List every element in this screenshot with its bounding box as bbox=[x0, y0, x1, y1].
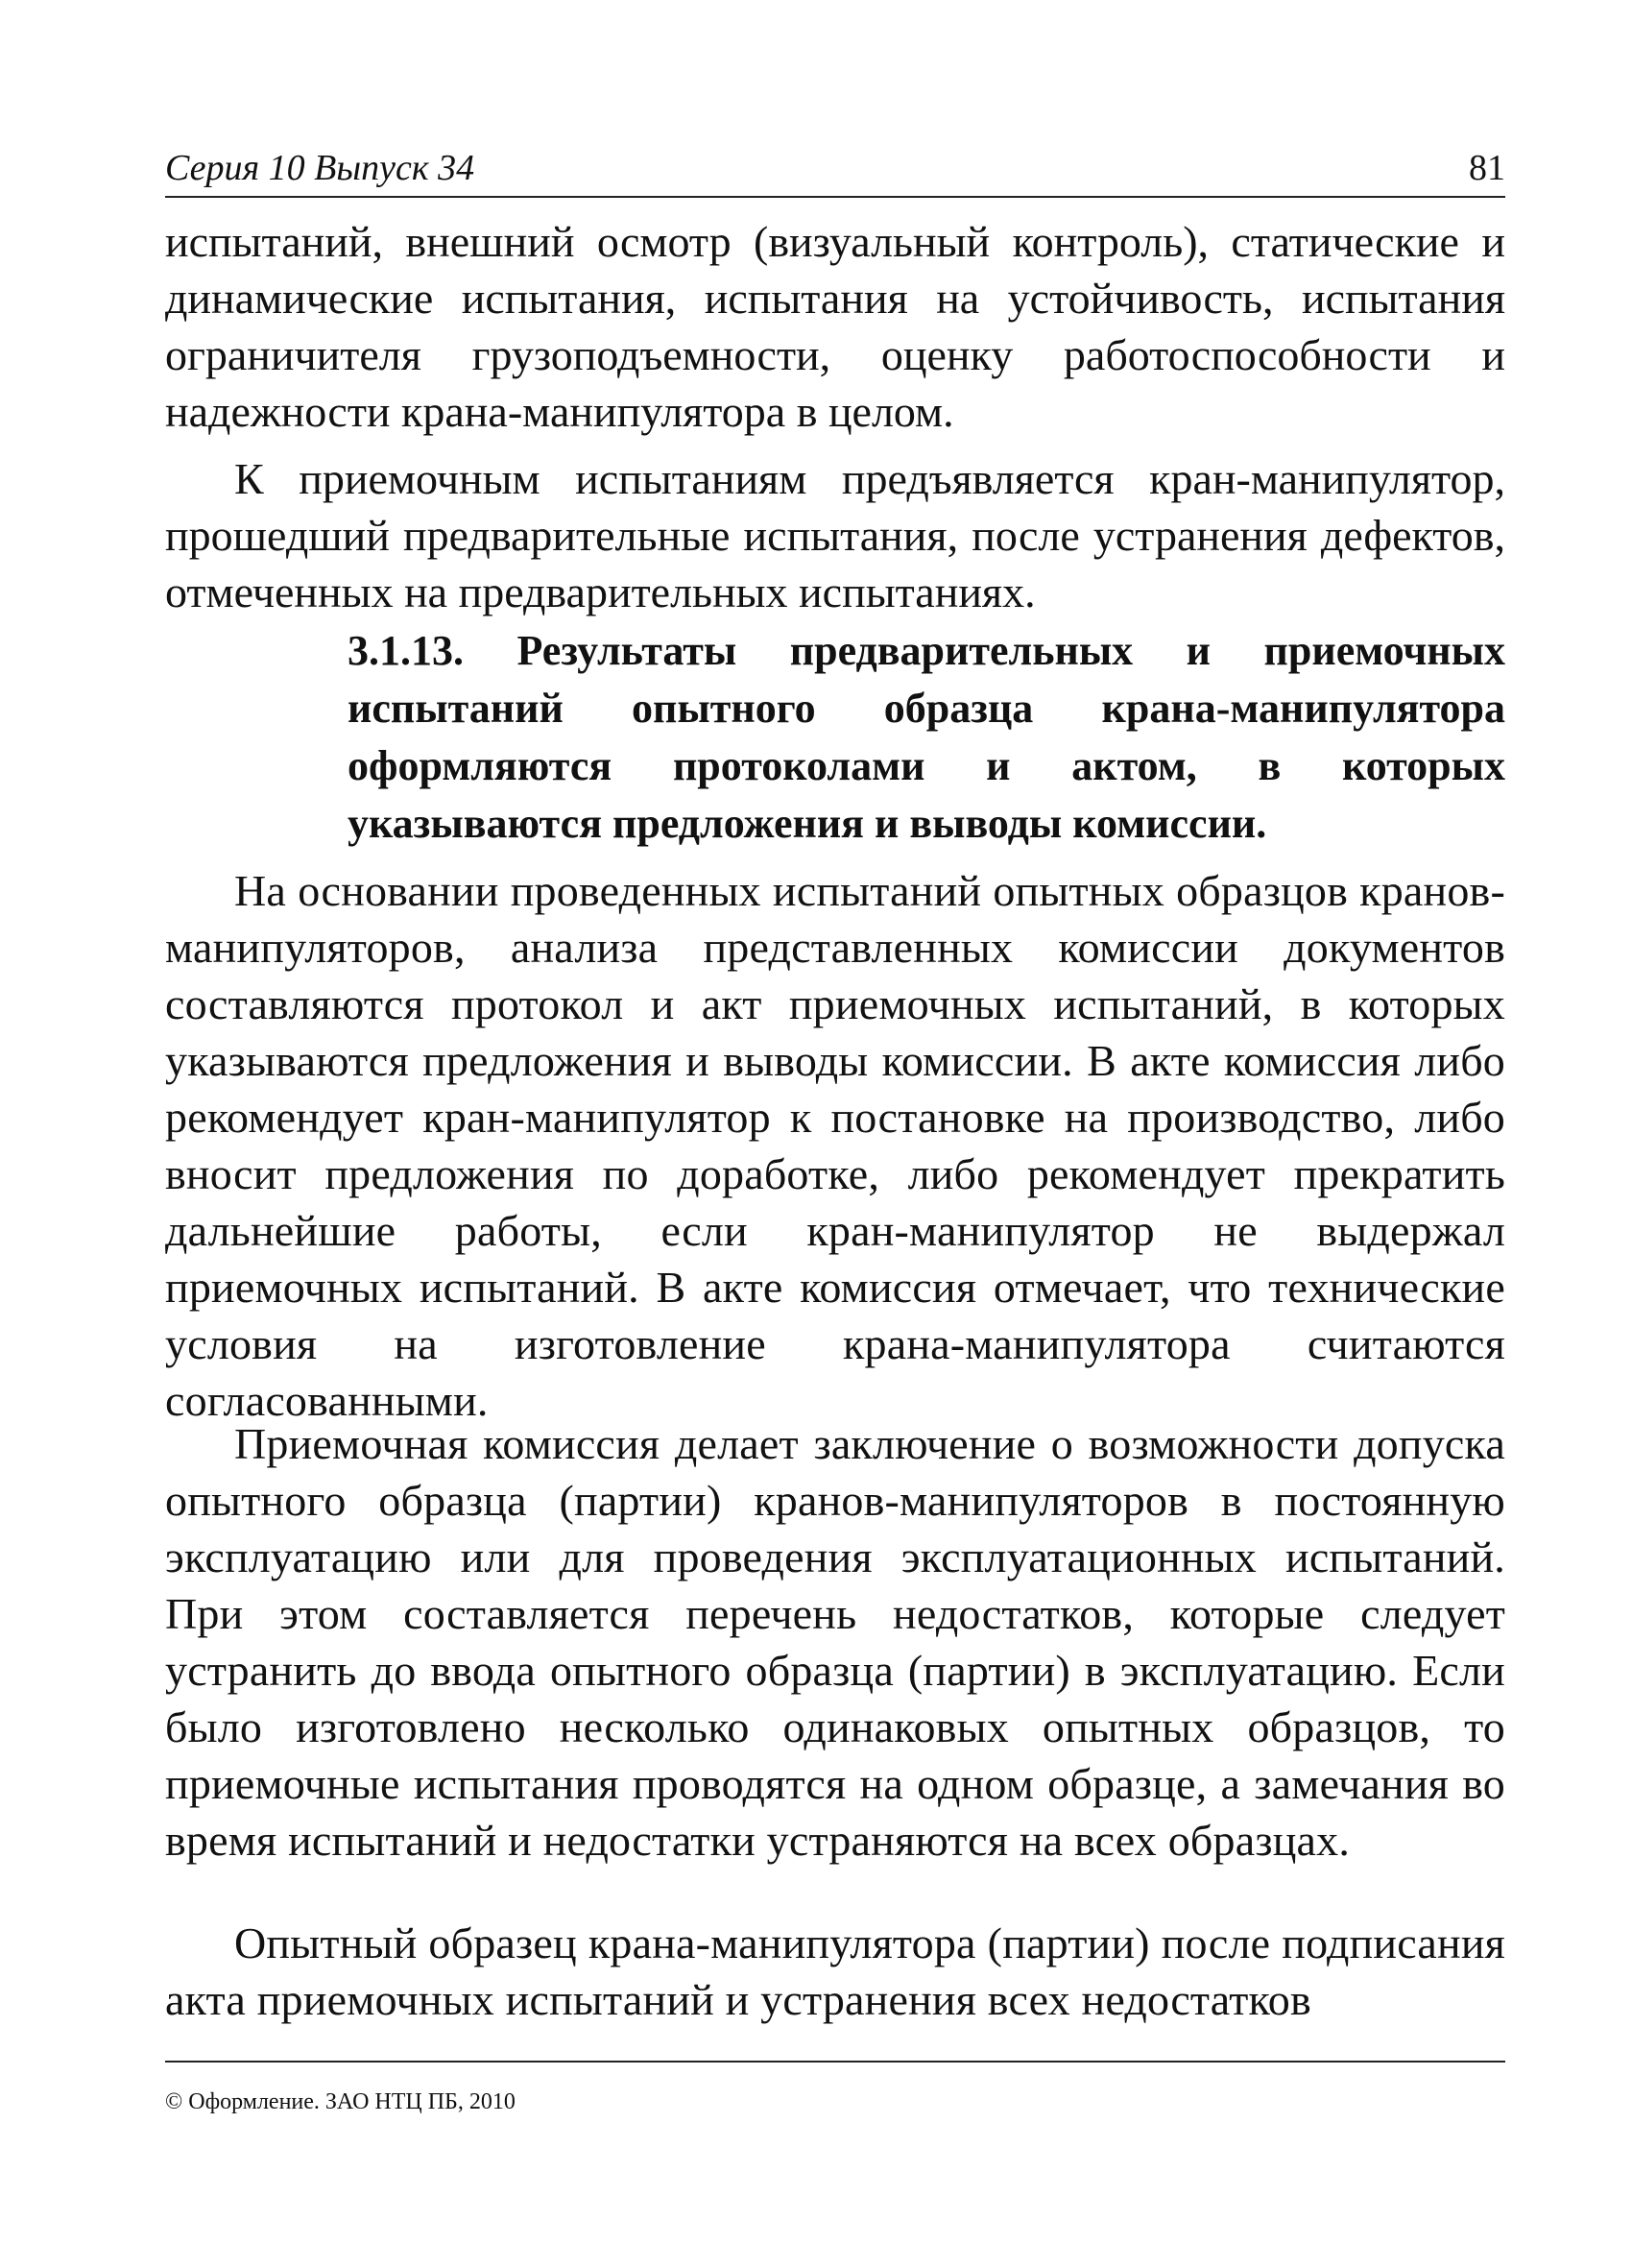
running-header bbox=[165, 144, 1505, 202]
paragraph-protocol-and-act: На основании проведенных испытаний опытных образцов кранов-манипуляторов, анализа представленных комиссии документов составляются протокол и акт приемочных испытаний, в которых указываются предложения и выводы комиссии. В акте комиссия либо рекомендует кран-манипулятор к постановке на производство, либо вносит предложения по доработке, либо рекомендует прекратить дальнейшие работы, если кран-манипулятор не выдержал приемочных испытаний. В акте комиссия отмечает, что технические условия на изготовление крана-манипулятора считаются согласованными. bbox=[165, 866, 1505, 1425]
footer-rule bbox=[165, 2061, 1505, 2063]
paragraph-commission-conclusion: Приемочная комиссия делает заключение о возможности допуска опытного образца (партии) кранов-манипуляторов в постоянную эксплуатацию или для проведения эксплуатационных испытаний. При этом составляется перечень недостатков, которые следует устранить до ввода опытного образца (партии) в эксплуатацию. Если было изготовлено несколько одинаковых опытных образцов, то приемочные испытания проводятся на одном образце, а замечания во время испытаний и недостатки устраняются на всех образцах. bbox=[165, 1419, 1505, 1865]
copyright-footer: © Оформление. ЗАО НТЦ ПБ, 2010 bbox=[165, 2089, 516, 2114]
paragraph-prototype-after-signing: Опытный образец крана-манипулятора (партии) после подписания акта приемочных испытаний и устранения всех недостатков bbox=[165, 1918, 1505, 2024]
page-number: 81 bbox=[1469, 148, 1505, 188]
header-rule bbox=[165, 196, 1505, 198]
paragraph-acceptance-presentation: К приемочным испытаниям предъявляется кран-манипулятор, прошедший предварительные испытания, после устранения дефектов, отмеченных на предварительных испытаниях. bbox=[165, 454, 1505, 616]
section-heading-3-1-13: 3.1.13. Результаты предварительных и приемочных испытаний опытного образца крана-манипулятора оформляются протоколами и актом, в которых указываются предложения и выводы комиссии. bbox=[348, 627, 1505, 847]
continuation-paragraph: испытаний, внешний осмотр (визуальный контроль), статические и динамические испытания, испытания на устойчивость, испытания ограничителя грузоподъемности, оценку работоспособности и надежности крана-манипулятора в целом. bbox=[165, 217, 1505, 436]
series-title: Серия 10 Выпуск 34 bbox=[165, 148, 475, 188]
